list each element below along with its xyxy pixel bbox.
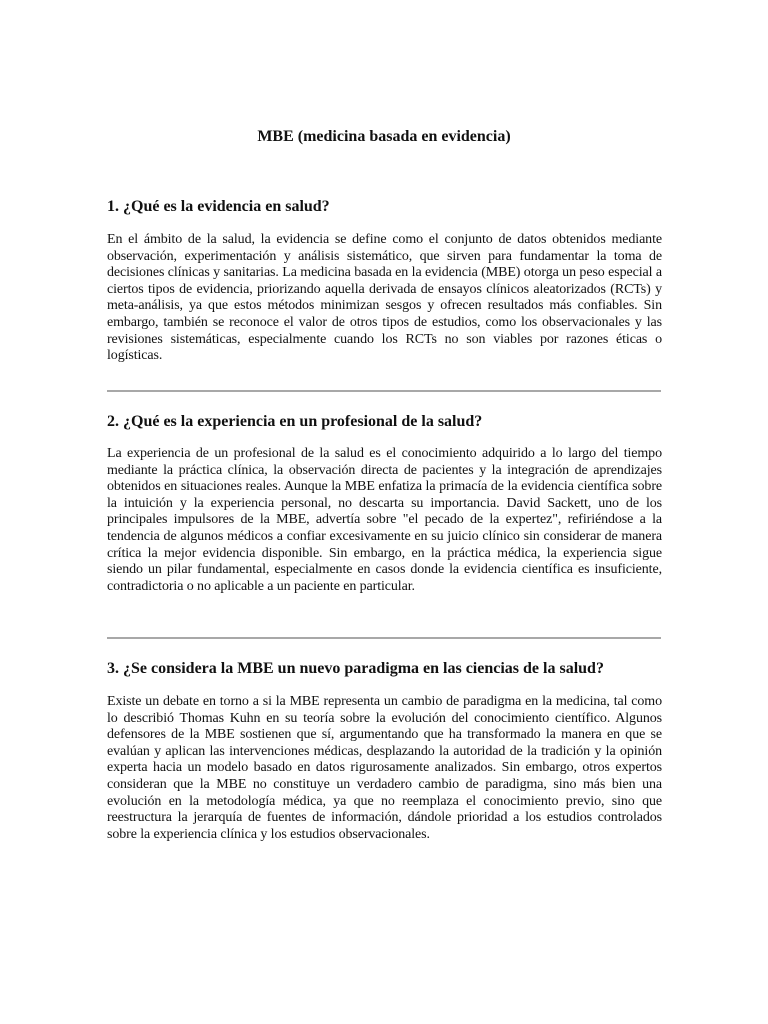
- section-1-body: En el ámbito de la salud, la evidencia se define como el conjunto de datos obtenidos mediante observación, experimentación y análisis sistemático, que sirven para fundamentar la toma de decisiones clínicas y sanitarias. La medicina basada en la evidencia (MBE) otorga un peso especial a ciertos tipos de evidencia, priorizando aquella derivada de ensayos clínicos aleatorizados (RCTs) y meta-análisis, ya que estos métodos minimizan sesgos y ofrecen resultados más confiables. Sin embargo, también se reconoce el valor de otros tipos de estudios, como los observacionales y las revisiones sistemáticas, especialmente cuando los RCTs no son viables por razones éticas o logísticas.: [107, 232, 662, 364]
- section-2-heading: 2. ¿Qué es la experiencia en un profesional de la salud?: [107, 413, 483, 430]
- section-3-heading: 3. ¿Se considera la MBE un nuevo paradigma en las ciencias de la salud?: [107, 660, 604, 677]
- section-2-body: La experiencia de un profesional de la salud es el conocimiento adquirido a lo largo del tiempo mediante la práctica clínica, la observación directa de pacientes y la integración de aprendizajes obtenidos en situaciones reales. Aunque la MBE enfatiza la primacía de la evidencia científica sobre la intuición y la experiencia personal, no descarta su importancia. David Sackett, uno de los principales impulsores de la MBE, advertía sobre "el pecado de la expertez", refiriéndose a la tendencia de algunos médicos a confiar excesivamente en su juicio clínico sin considerar de manera crítica la mejor evidencia disponible. Sin embargo, en la práctica médica, la experiencia sigue siendo un pilar fundamental, especialmente en casos donde la evidencia científica es insuficiente, contradictoria o no aplicable a un paciente en particular.: [107, 446, 662, 594]
- document-title: MBE (medicina basada en evidencia): [257, 128, 511, 145]
- section-1-heading: 1. ¿Qué es la evidencia en salud?: [107, 198, 330, 215]
- section-divider: [107, 390, 661, 392]
- section-3-body: Existe un debate en torno a si la MBE representa un cambio de paradigma en la medicina, tal como lo describió Thomas Kuhn en su teoría sobre la evolución del conocimiento científico. Algunos defensores de la MBE sostienen que sí, argumentando que ha transformado la manera en que se evalúan y aplican las intervenciones médicas, desplazando la autoridad de la tradición y la opinión experta hacia un modelo basado en datos rigurosamente analizados. Sin embargo, otros expertos consideran que la MBE no constituye un verdadero cambio de paradigma, sino más bien una evolución en la metodología médica, ya que no reemplaza el conocimiento previo, sino que reestructura la jerarquía de fuentes de información, dándole prioridad a los estudios controlados sobre la experiencia clínica y los estudios observacionales.: [107, 694, 662, 842]
- section-divider: [107, 637, 661, 639]
